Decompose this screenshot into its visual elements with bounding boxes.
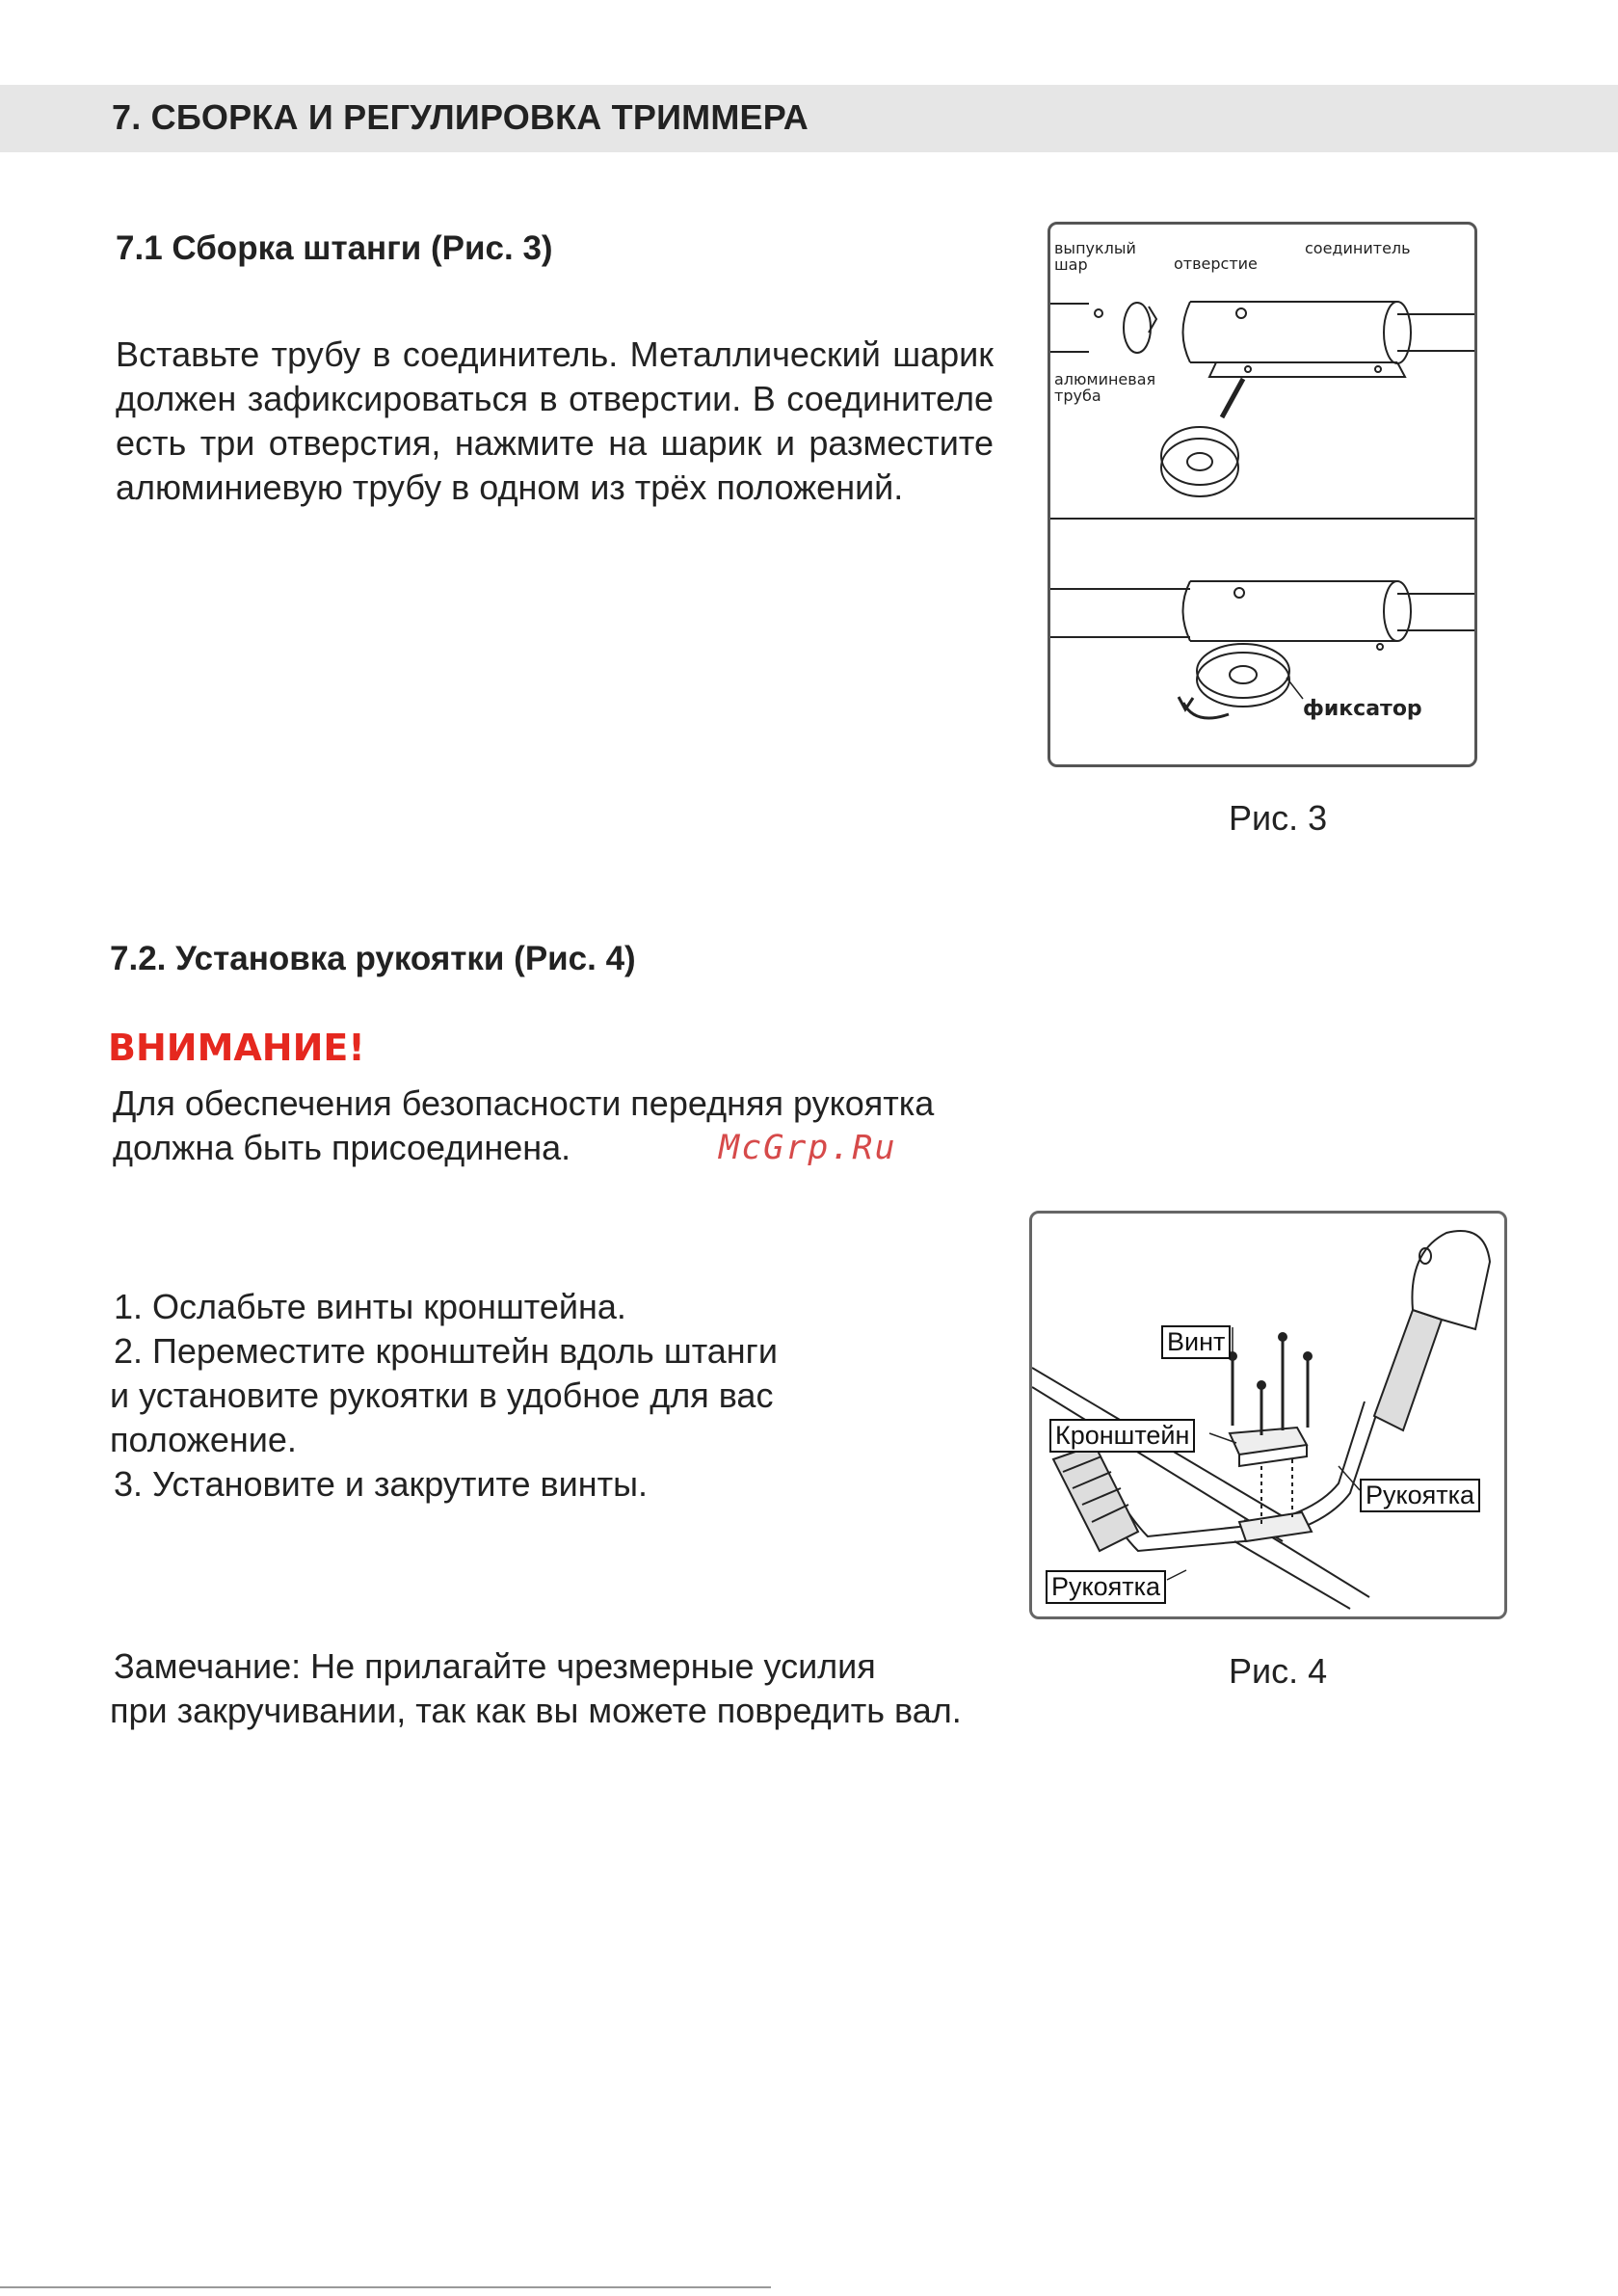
warning-line-1: Для обеспечения безопасности передняя рукоятка xyxy=(113,1083,935,1123)
subsection-7-1-paragraph: Вставьте трубу в соединитель. Металлический шарик должен зафиксироваться в отверстии. В соединителе есть три отверстия, нажмите на шарик и разместите алюминиевую трубу в одном из трёх положений. xyxy=(116,334,994,507)
fig4-tag-screw: Винт xyxy=(1161,1325,1231,1359)
figure-4-drawing xyxy=(1032,1214,1504,1616)
note-line-1: Замечание: Не прилагайте чрезмерные усилия xyxy=(114,1646,876,1686)
watermark: McGrp.Ru xyxy=(719,1129,897,1167)
fig4-tag-bracket: Кронштейн xyxy=(1049,1419,1195,1453)
fig3-label-lock: фиксатор xyxy=(1303,697,1422,721)
subsection-7-1-heading: 7.1 Сборка штанги (Рис. 3) xyxy=(116,229,553,267)
step-2-line-2: и установите рукоятки в удобное для вас xyxy=(110,1375,774,1415)
fig4-tag-handle-right: Рукоятка xyxy=(1360,1479,1480,1512)
fig3-label-hole: отверстие xyxy=(1174,254,1258,273)
section-title: 7. СБОРКА И РЕГУЛИРОВКА ТРИММЕРА xyxy=(112,97,809,137)
fig4-tag-handle-left: Рукоятка xyxy=(1046,1570,1166,1604)
subsection-7-2-heading: 7.2. Установка рукоятки (Рис. 4) xyxy=(110,940,636,977)
step-2-line-3: положение. xyxy=(110,1420,297,1459)
step-1: 1. Ослабьте винты кронштейна. xyxy=(114,1287,626,1326)
fig3-label-connector: соединитель xyxy=(1305,239,1411,257)
warning-line-2: должна быть присоединена. xyxy=(113,1128,571,1167)
step-3: 3. Установите и закрутите винты. xyxy=(114,1464,649,1504)
figure-3-diagram xyxy=(1048,222,1477,767)
note-line-2: при закручивании, так как вы можете повредить вал. xyxy=(110,1691,962,1730)
figure-4-diagram xyxy=(1029,1211,1507,1619)
figure-3-drawing xyxy=(1050,225,1474,764)
figure-3-caption: Рис. 3 xyxy=(1229,798,1328,838)
fig3-label-ball: выпуклый шар xyxy=(1054,239,1136,274)
figure-4-caption: Рис. 4 xyxy=(1229,1651,1328,1691)
footer-rule xyxy=(0,2286,771,2288)
step-2-line-1: 2. Переместите кронштейн вдоль штанги xyxy=(114,1331,778,1371)
warning-title: ВНИМАНИЕ! xyxy=(108,1027,365,1069)
fig3-label-tube: алюминевая труба xyxy=(1054,370,1156,405)
